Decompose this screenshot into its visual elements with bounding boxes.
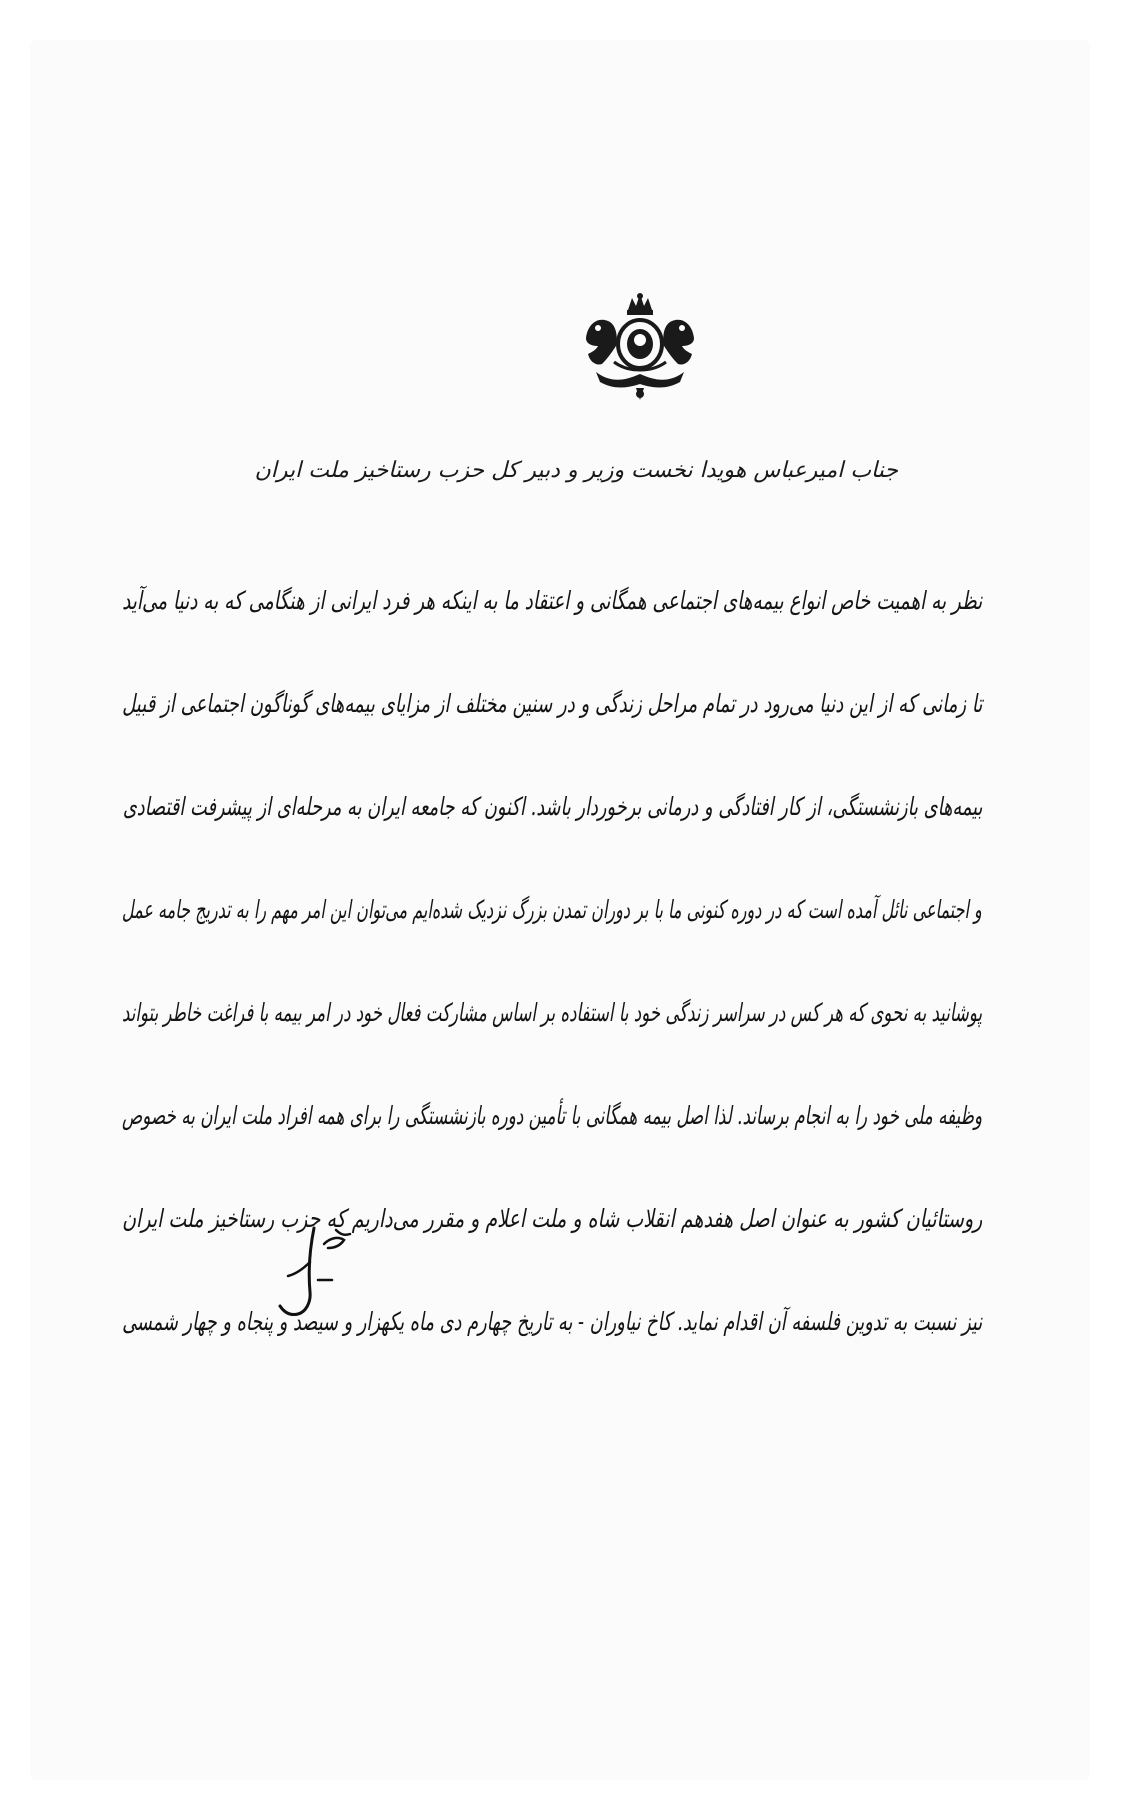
letter-line-1: نظر به اهمیت خاص انواع بیمه‌های اجتماعی همگانی و اعتقاد ما به اینکه هر فرد ایرانی از هنگامی که به دنیا می‌آید <box>121 586 982 615</box>
letter-line-8: نیز نسبت به تدوین فلسفه آن اقدام نماید. کاخ نیاوران - به تاریخ چهارم دی ماه یکهزار و سیصد و پنجاه و چهار شمسی <box>121 1307 982 1336</box>
letter-line-6: وظیفه ملی خود را به انجام برساند. لذا اصل بیمه همگانی با تأمین دوره بازنشستگی را برای همه افراد ملت ایران به خصوص <box>121 1101 982 1130</box>
letter-line-2: تا زمانی که از این دنیا می‌رود در تمام مراحل زندگی و در سنین مختلف از مزایای بیمه‌های گوناگون اجتماعی از قبیل <box>121 689 982 718</box>
imperial-coat-of-arms-icon <box>578 292 702 404</box>
letter-body <box>122 586 982 1410</box>
letter-line-7: روستائیان کشور به عنوان اصل هفدهم انقلاب شاه و ملت اعلام و مقرر می‌داریم که حزب رستاخیز ملت ایران <box>121 1204 982 1233</box>
letter-line-4: و اجتماعی نائل آمده است که در دوره کنونی ما با بر دوران تمدن بزرگ نزدیک شده‌ایم می‌توان این امر مهم را به تدریج جامه عمل <box>122 895 982 924</box>
handwritten-signature-icon <box>274 1222 356 1320</box>
letter-line-3: بیمه‌های بازنشستگی، از کار افتادگی و درمانی برخوردار باشد. اکنون که جامعه ایران به مرحله‌ای از پیشرفت اقتصادی <box>122 792 982 821</box>
letter-addressee: جناب امیرعباس هویدا نخست وزیر و دبیر کل حزب رستاخیز ملت ایران <box>254 458 898 483</box>
letter-line-5: پوشانید به نحوی که هر کس در سراسر زندگی خود با استفاده بر اساس مشارکت فعال خود در امر بیمه با فراغت خاطر بتواند <box>121 998 982 1027</box>
